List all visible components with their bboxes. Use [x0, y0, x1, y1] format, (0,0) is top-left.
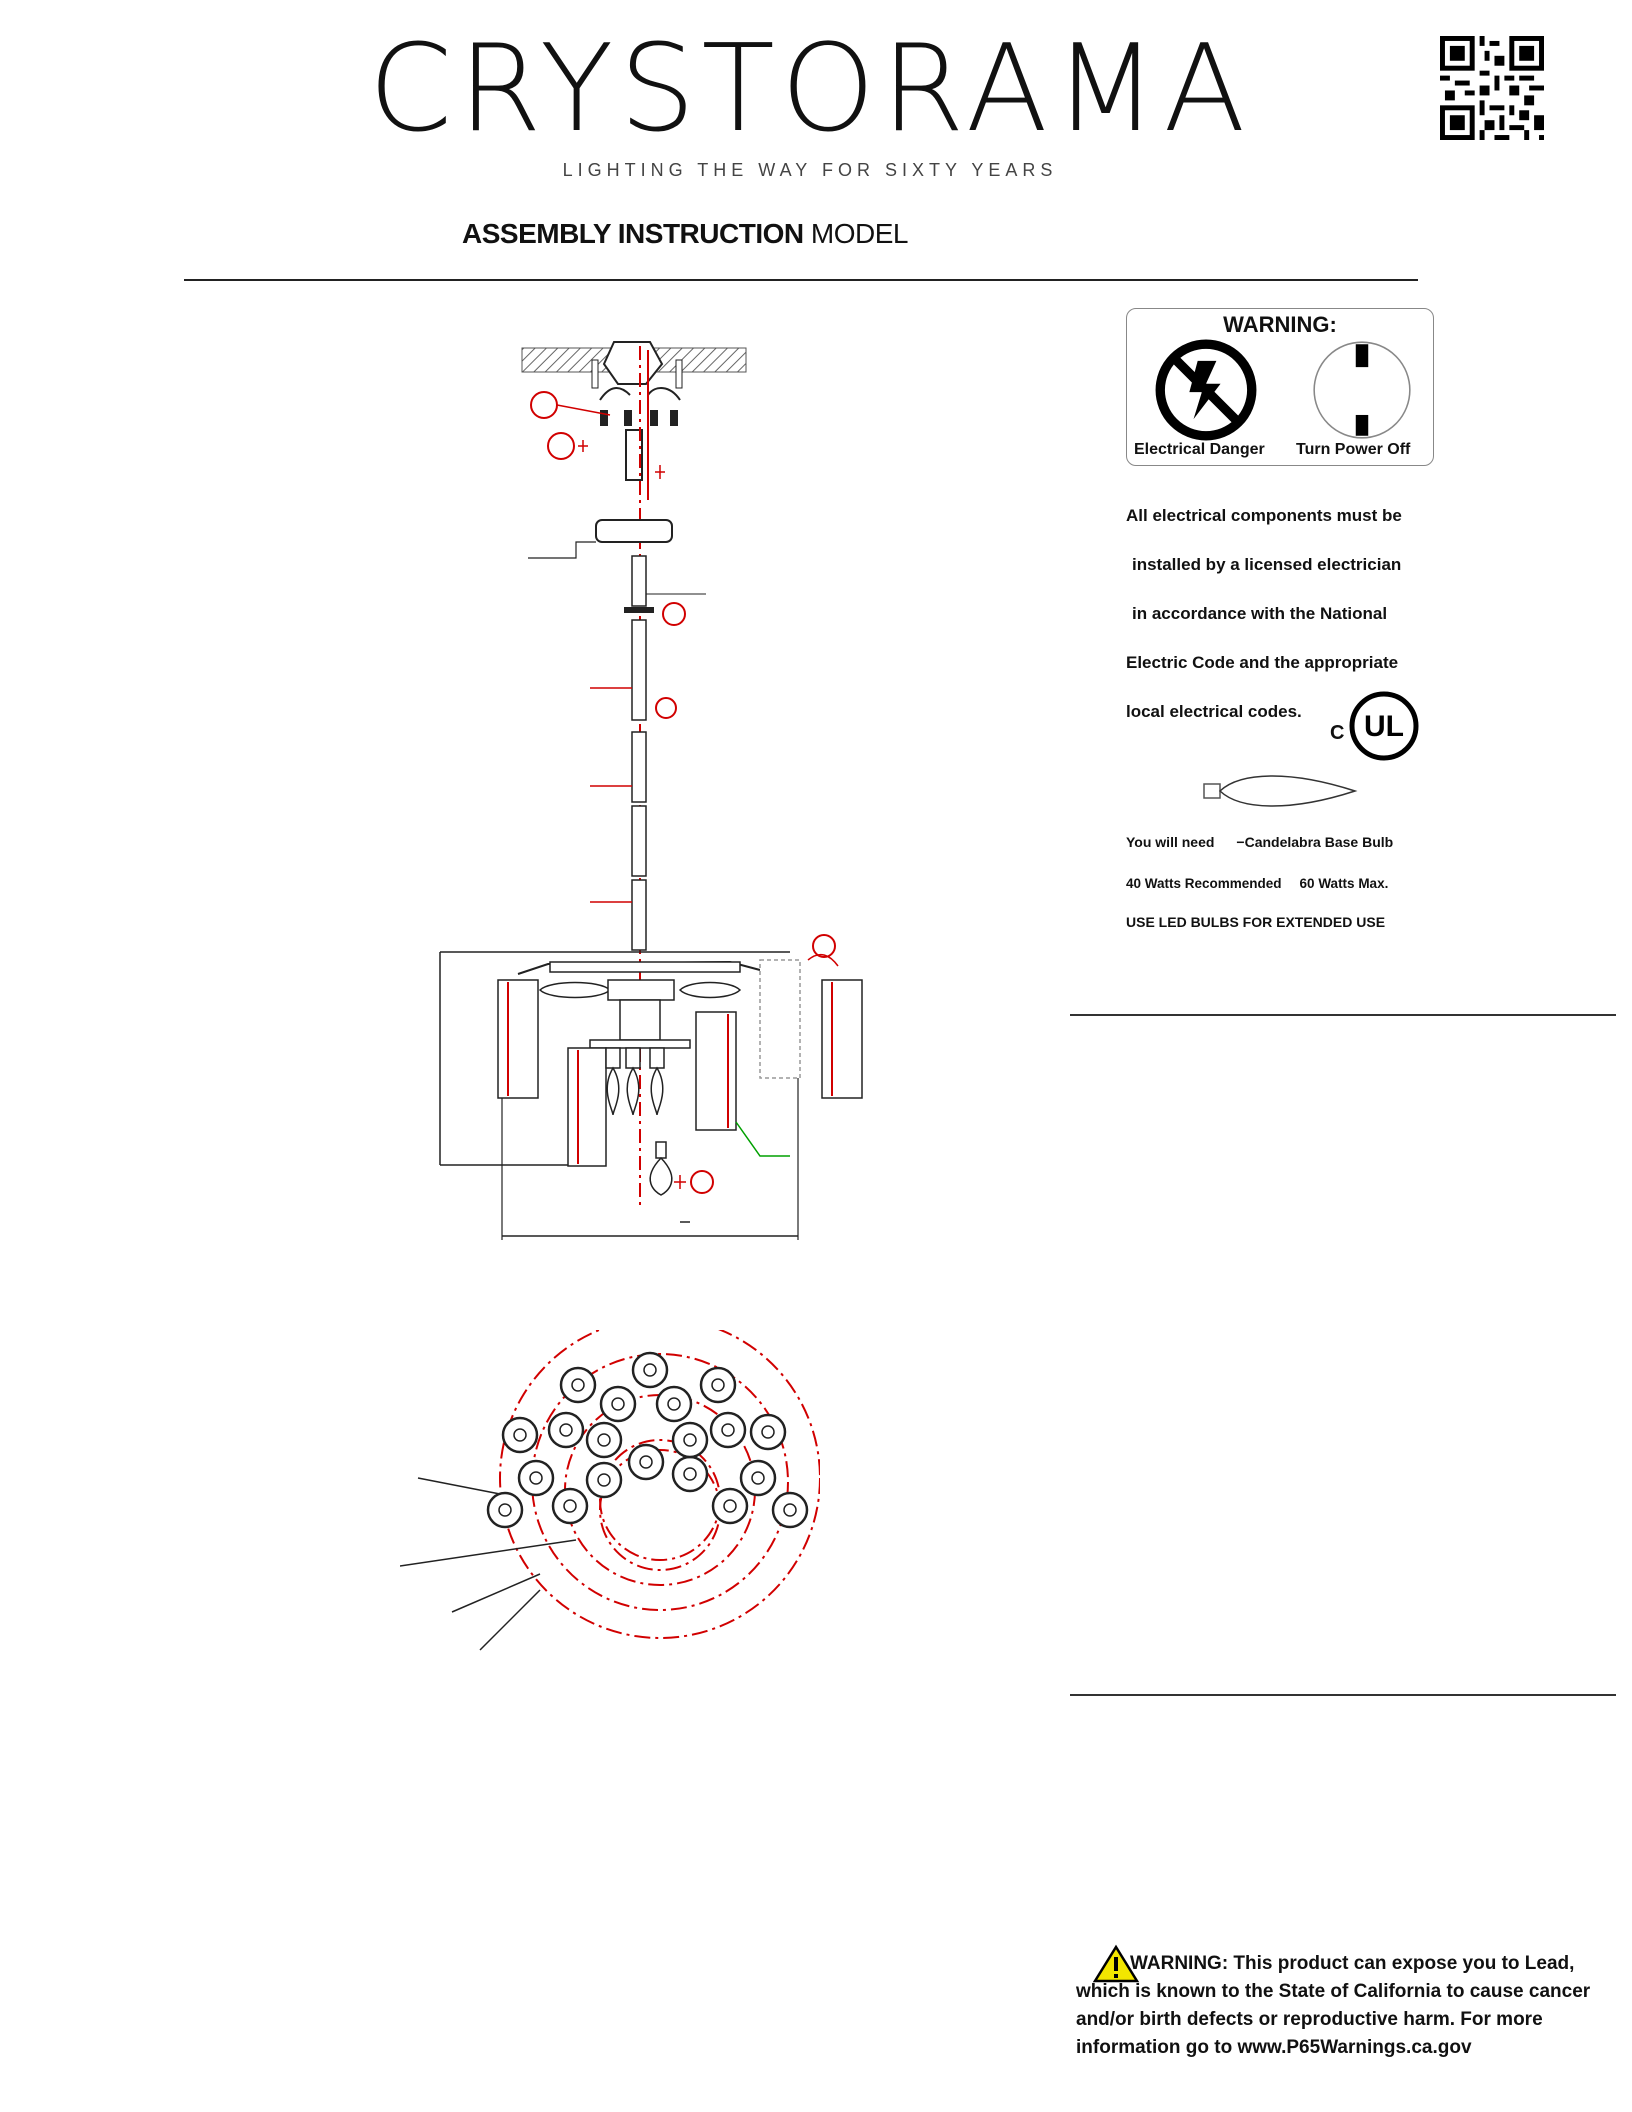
brand-name: CRYSTORAMA [368, 20, 1252, 159]
electrical-danger-label: Electrical Danger [1134, 441, 1265, 458]
title-model: MODEL [810, 218, 908, 249]
power-off-icon [1310, 338, 1414, 442]
divider [1070, 1014, 1616, 1016]
prop65-line: which is known to the State of California to cause cancer [1076, 1981, 1591, 2002]
title-bold: ASSEMBLY INSTRUCTION [462, 218, 804, 249]
note-line: local electrical codes. [1126, 702, 1302, 721]
note-line: All electrical components must be [1126, 506, 1402, 525]
prop65-text: WARNING: This product can expose you to Lead, [1130, 1953, 1575, 1974]
divider [184, 279, 1418, 281]
note-line: installed by a licensed electrician [1132, 555, 1402, 574]
warning-title: WARNING: [1223, 312, 1337, 337]
brand-tagline: LIGHTING THE WAY FOR SIXTY YEARS [562, 160, 1058, 180]
divider [1070, 1694, 1616, 1696]
wattage-info [1126, 876, 1388, 891]
bulb-need-label [1126, 834, 1393, 850]
watts-max: 60 Watts Max. [1299, 876, 1389, 891]
bulb-icon [1200, 766, 1360, 816]
turn-power-off-label: Turn Power Off [1296, 441, 1411, 458]
led-note: USE LED BULBS FOR EXTENDED USE [1126, 914, 1386, 930]
qr-code-icon [1440, 36, 1544, 140]
watts-recommended: 40 Watts Recommended [1126, 876, 1282, 891]
ul-mark-icon [1348, 690, 1420, 762]
crystal-layout-diagram [400, 1330, 820, 1670]
ul-text: UL [1364, 710, 1404, 743]
note-line: in accordance with the National [1132, 604, 1388, 623]
warning-triangle-icon [1092, 1944, 1140, 1984]
ul-c-mark: C [1330, 722, 1345, 744]
brand-logo [360, 20, 1260, 159]
assembly-diagram [430, 330, 870, 1250]
page-title [462, 218, 908, 250]
need-text: You will need [1126, 834, 1215, 850]
bulb-type: −Candelabra Base Bulb [1236, 834, 1394, 850]
prop65-warning [1076, 1950, 1596, 2062]
no-electricity-icon [1154, 338, 1258, 442]
prop65-line: information go to www.P65Warnings.ca.gov [1076, 2037, 1472, 2058]
prop65-line [1076, 1950, 1596, 1978]
note-line: Electric Code and the appropriate [1126, 653, 1399, 672]
prop65-line: and/or birth defects or reproductive harm. For more [1076, 2009, 1543, 2030]
